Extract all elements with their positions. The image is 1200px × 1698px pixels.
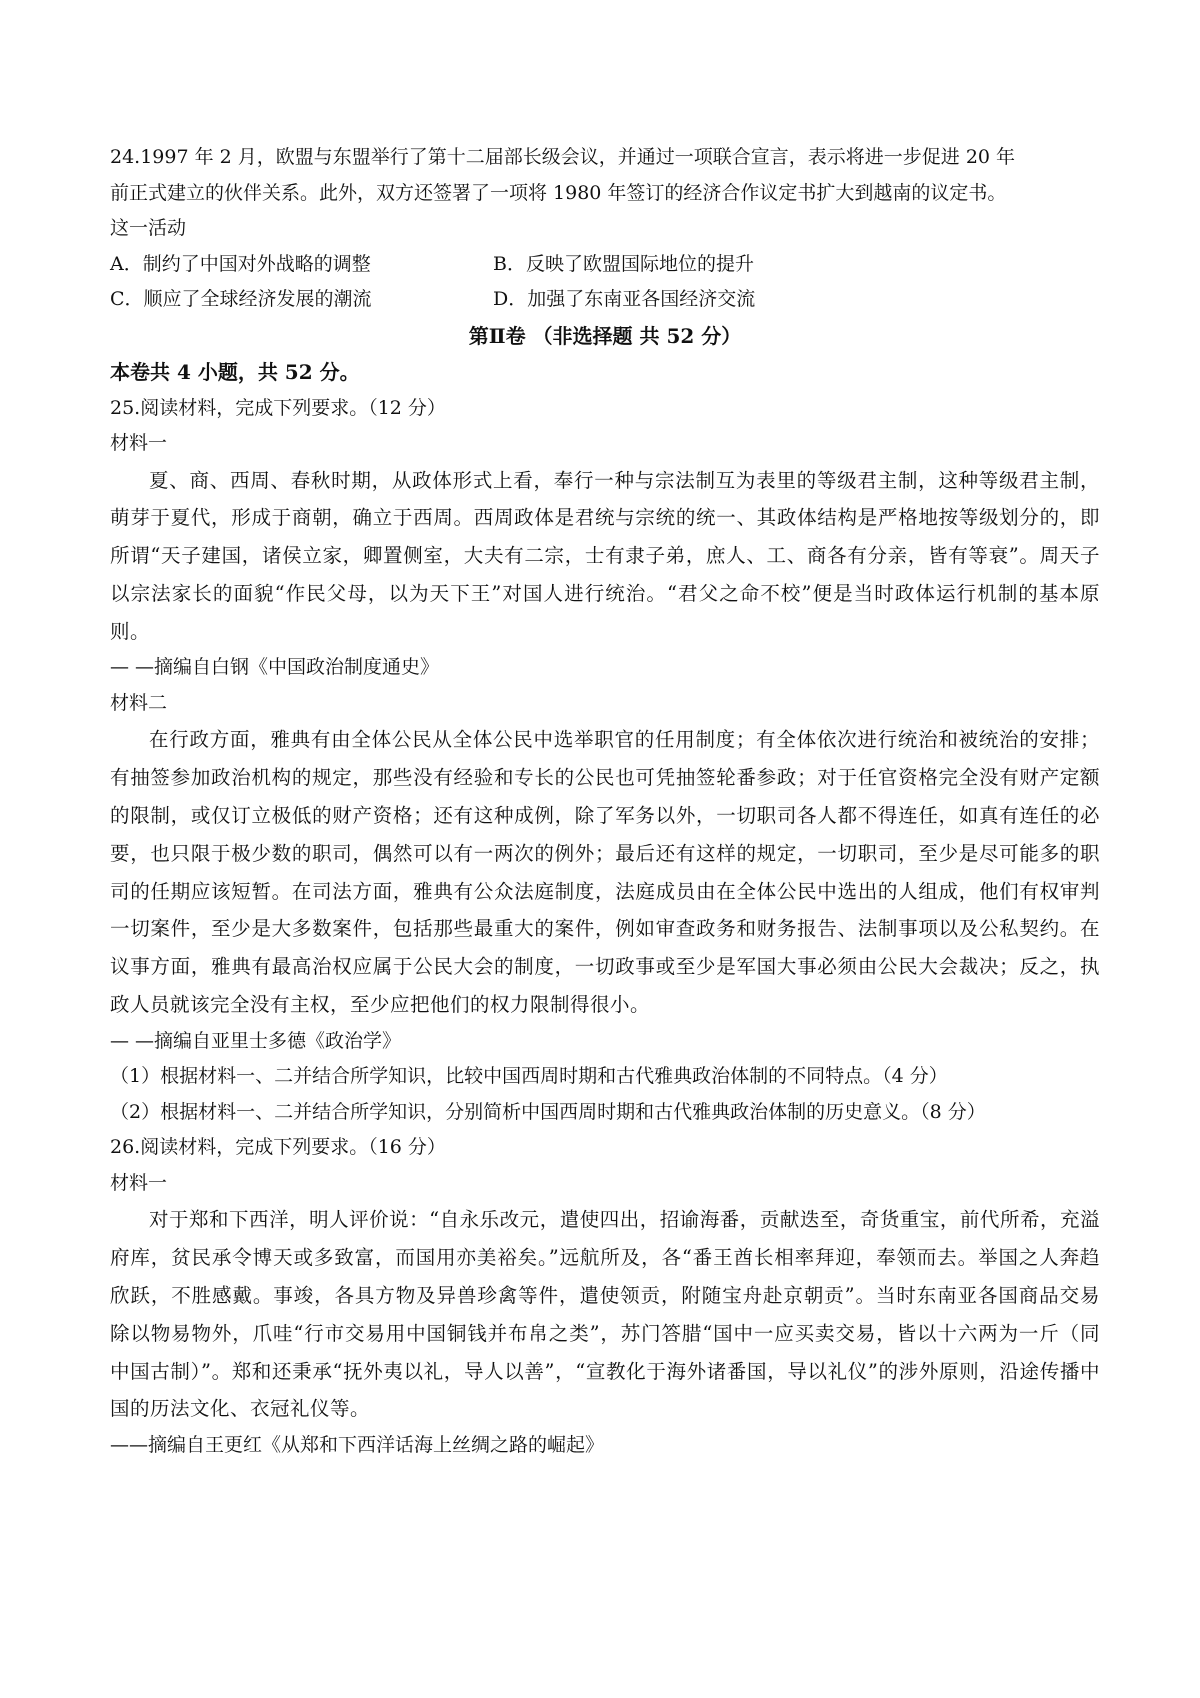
q24-option-c: C．顺应了全球经济发展的潮流 bbox=[110, 288, 372, 310]
q25-material1-text: 夏、商、西周、春秋时期，从政体形式上看，奉行一种与宗法制互为表里的等级君主制，这种等级君主制，萌芽于夏代，形成于商朝，确立于西周。西周政体是君统与宗统的统一、其政体结构是严格地按等级划分的，即所谓“天子建国，诸侯立家，卿置侧室，大夫有二宗，士有隶子弟，庶人、工、商各有分亲，皆有等衰”。周天子以宗法家长的面貌“作民父母，以为天下王”对国人进行统治。“君父之命不校”便是当时政体运行机制的基本原则。 bbox=[110, 468, 1100, 643]
q26-material1-text: 对于郑和下西洋，明人评价说：“自永乐改元，遣使四出，招谕海番，贡献迭至，奇货重宝，前代所希，充溢府库，贫民承令博天或多致富，而国用亦美裕矣。”远航所及，各“番王酋长相率拜迎，奉领而去。举国之人奔趋欣跃，不胜感戴。事竣，各具方物及异兽珍禽等件，遣使领贡，附随宝舟赴京朝贡”。当时东南亚各国商品交易除以物易物外，爪哇“行市交易用中国铜钱并布帛之类”，苏门答腊“国中一应买卖交易，皆以十六两为一斤（同中国古制）”。郑和还秉承“抚外夷以礼，导人以善”，“宣教化于海外诸番国，导以礼仪”的涉外原则，沿途传播中国的历法文化、衣冠礼仪等。 bbox=[110, 1208, 1100, 1421]
q24-options-row bbox=[110, 282, 1100, 318]
q25-subquestion-2: （2）根据材料一、二并结合所学知识，分别简析中国西周时期和古代雅典政治体制的历史意义。（8 分） bbox=[110, 1100, 986, 1123]
q24-stem-line: 前正式建立的伙伴关系。此外，双方还签署了一项将 1980 年签订的经济合作议定书扩大到越南的议定书。 bbox=[110, 181, 1007, 204]
q24-stem-line: 24.1997 年 2 月，欧盟与东盟举行了第十二届部长级会议，并通过一项联合宣言，表示将进一步促进 20 年 bbox=[110, 146, 1016, 168]
q24-stem-line: 这一活动 bbox=[110, 217, 187, 239]
question-25 bbox=[110, 391, 1100, 1131]
q25-material1-label: 材料一 bbox=[110, 432, 168, 454]
q24-option-b: B．反映了欧盟国际地位的提升 bbox=[493, 252, 754, 275]
q26-header: 26.阅读材料，完成下列要求。（16 分） bbox=[110, 1136, 446, 1159]
part2-intro: 本卷共 4 小题，共 52 分。 bbox=[110, 359, 360, 384]
part2-title: 第Ⅱ卷 （非选择题 共 52 分） bbox=[468, 323, 742, 348]
q24-option-a: A．制约了中国对外战略的调整 bbox=[110, 252, 371, 275]
question-26 bbox=[110, 1130, 1100, 1463]
q24-options-row bbox=[110, 247, 1100, 283]
q25-material1-source: — —摘编自白钢《中国政治制度通史》 bbox=[110, 656, 440, 679]
q25-subquestion-1: （1）根据材料一、二并结合所学知识，比较中国西周时期和古代雅典政治体制的不同特点。（4 分） bbox=[110, 1065, 948, 1088]
question-24 bbox=[110, 140, 1100, 318]
q26-material1-source: ——摘编自王更红《从郑和下西洋话海上丝绸之路的崛起》 bbox=[110, 1434, 605, 1457]
q26-material1-label: 材料一 bbox=[110, 1171, 168, 1194]
q25-header: 25.阅读材料，完成下列要求。（12 分） bbox=[110, 396, 446, 419]
q25-material2-source: — —摘编自亚里士多德《政治学》 bbox=[110, 1029, 402, 1052]
q24-option-d: D．加强了东南亚各国经济交流 bbox=[493, 288, 756, 310]
exam-page bbox=[110, 140, 1100, 1464]
q25-material2-label: 材料二 bbox=[110, 691, 168, 714]
q25-material2-text: 在行政方面，雅典有由全体公民从全体公民中选举职官的任用制度；有全体依次进行统治和被统治的安排；有抽签参加政治机构的规定，那些没有经验和专长的公民也可凭抽签轮番参政；对于任官资格完全没有财产定额的限制，或仅订立极低的财产资格；还有这种成例，除了军务以外，一切职司各人都不得连任，如真有连任的必要，也只限于极少数的职司，偶然可以有一两次的例外；最后还有这样的规定，一切职司，至少是尽可能多的职司的任期应该短暂。在司法方面，雅典有公众法庭制度，法庭成员由在全体公民中选出的人组成，他们有权审判一切案件，至少是大多数案件，包括那些最重大的案件，例如审查政务和财务报告、法制事项以及公私契约。在议事方面，雅典有最高治权应属于公民大会的制度，一切政事或至少是军国大事必须由公民大会裁决；反之，执政人员就该完全没有主权，至少应把他们的权力限制得很小。 bbox=[110, 728, 1100, 1017]
